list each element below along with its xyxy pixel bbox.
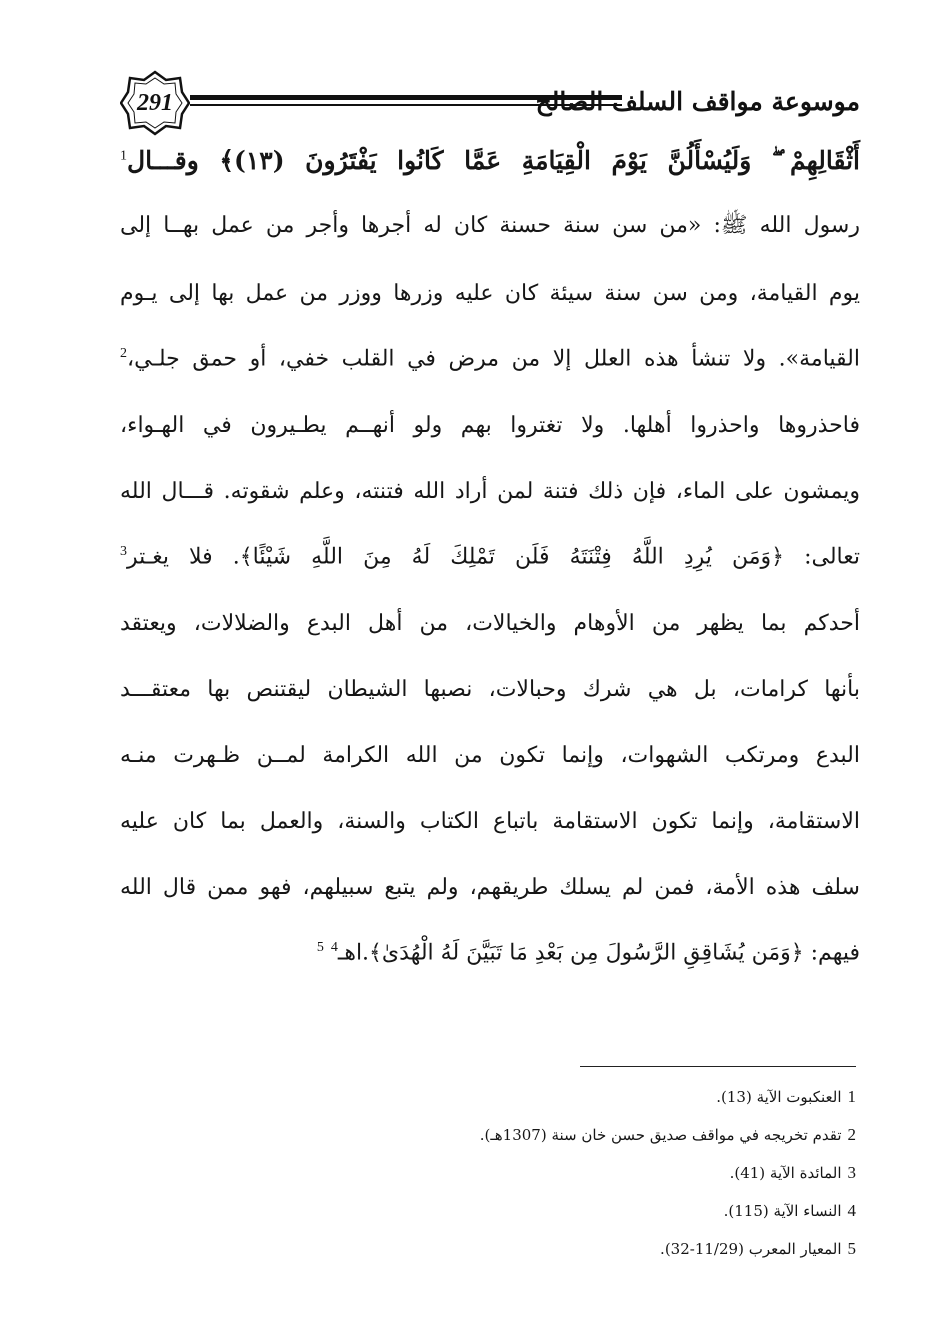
quran-verse: تعالى: ﴿وَمَن يُرِدِ اللَّهُ فِتْنَتَهُ فَلَن تَمْلِكَ لَهُ مِنَ اللَّهِ شَيْئًا﴾. فلا يغـتر [127,544,860,570]
footnote-ref-5[interactable]: 5 [316,940,324,956]
footnote-ref-3[interactable]: 3 [120,544,127,560]
page-header [0,0,934,140]
quran-verse: فيهم: ﴿وَمَن يُشَاقِقِ الرَّسُولَ مِن بَعْدِ مَا تَبَيَّنَ لَهُ الْهُدَىٰ﴾.اهـ [337,940,860,966]
text-line: الاستقامة، وإنما تكون الاستقامة باتباع الكتاب والسنة، والعمل بما كان عليه [120,808,860,834]
text-line [120,524,860,590]
text-segment: القيامة». ولا تنشأ هذه العلل إلا من مرض في القلب خفي، أو حمق جلـي، [127,346,860,372]
text-line: سلف هذه الأمة، فمن لم يسلك طريقهم، ولم يتبع سبيلهم، فهو ممن قال الله [120,874,860,900]
main-text [120,128,860,986]
quran-verse: أَثْقَالِهِمْ ۖ وَلَيُسْأَلُنَّ يَوْمَ الْقِيَامَةِ عَمَّا كَانُوا يَفْتَرُونَ (١٣)﴾ وقـــال [127,146,860,175]
footnote-ref-4[interactable]: 4 [330,940,338,956]
text-line: ويمشون على الماء، فإن ذلك فتنة لمن أراد الله فتنته، وعلم شقوته. قـــال الله [120,478,860,504]
footnotes [420,1078,856,1268]
text-line: يوم القيامة، ومن سن سنة سيئة كان عليه وزرها ووزر من عمل بها إلى يـوم [120,280,861,306]
text-line: فاحذروها واحذروا أهلها. ولا تغتروا بهم ولو أنهــم يطـيرون في الهـواء، [120,412,860,438]
footnote: 5 المعيار المعرب (11/29-32). [660,1239,856,1258]
text-line [120,128,860,194]
page-number-badge [120,70,190,136]
footnote: 3 المائدة الآية (41). [729,1163,856,1182]
footnote: 2 تقدم تخريجه في مواقف صديق حسن خان سنة (1307هـ). [479,1125,856,1144]
text-line: أحدكم بما يظهر من الأوهام والخيالات، من أهل البدع والضلالات، ويعتقد [120,610,860,636]
text-line [120,326,860,392]
text-line: رسول الله ﷺ: «من سن سنة حسنة كان له أجرها وأجر من عمل بهــا إلى [120,213,860,238]
text-line: البدع ومرتكب الشهوات، وإنما تكون من الله الكرامة لمــن ظـهرت منـه [120,742,860,768]
book-title: موسوعة مواقف السلف الصالح [535,87,860,116]
text-line [120,920,860,986]
text-line: بأنها كرامات، بل هي شرك وحبالات، نصبها الشيطان ليقتنص بها معتقـــد [120,676,860,702]
footnote-ref-1[interactable]: 1 [120,148,127,164]
footnote: 4 النساء الآية (115). [723,1201,856,1220]
footnote: 1 العنكبوت الآية (13). [716,1087,856,1106]
footnote-ref-2[interactable]: 2 [120,346,127,362]
footnote-separator [580,1066,856,1067]
page-number: 291 [137,89,173,116]
